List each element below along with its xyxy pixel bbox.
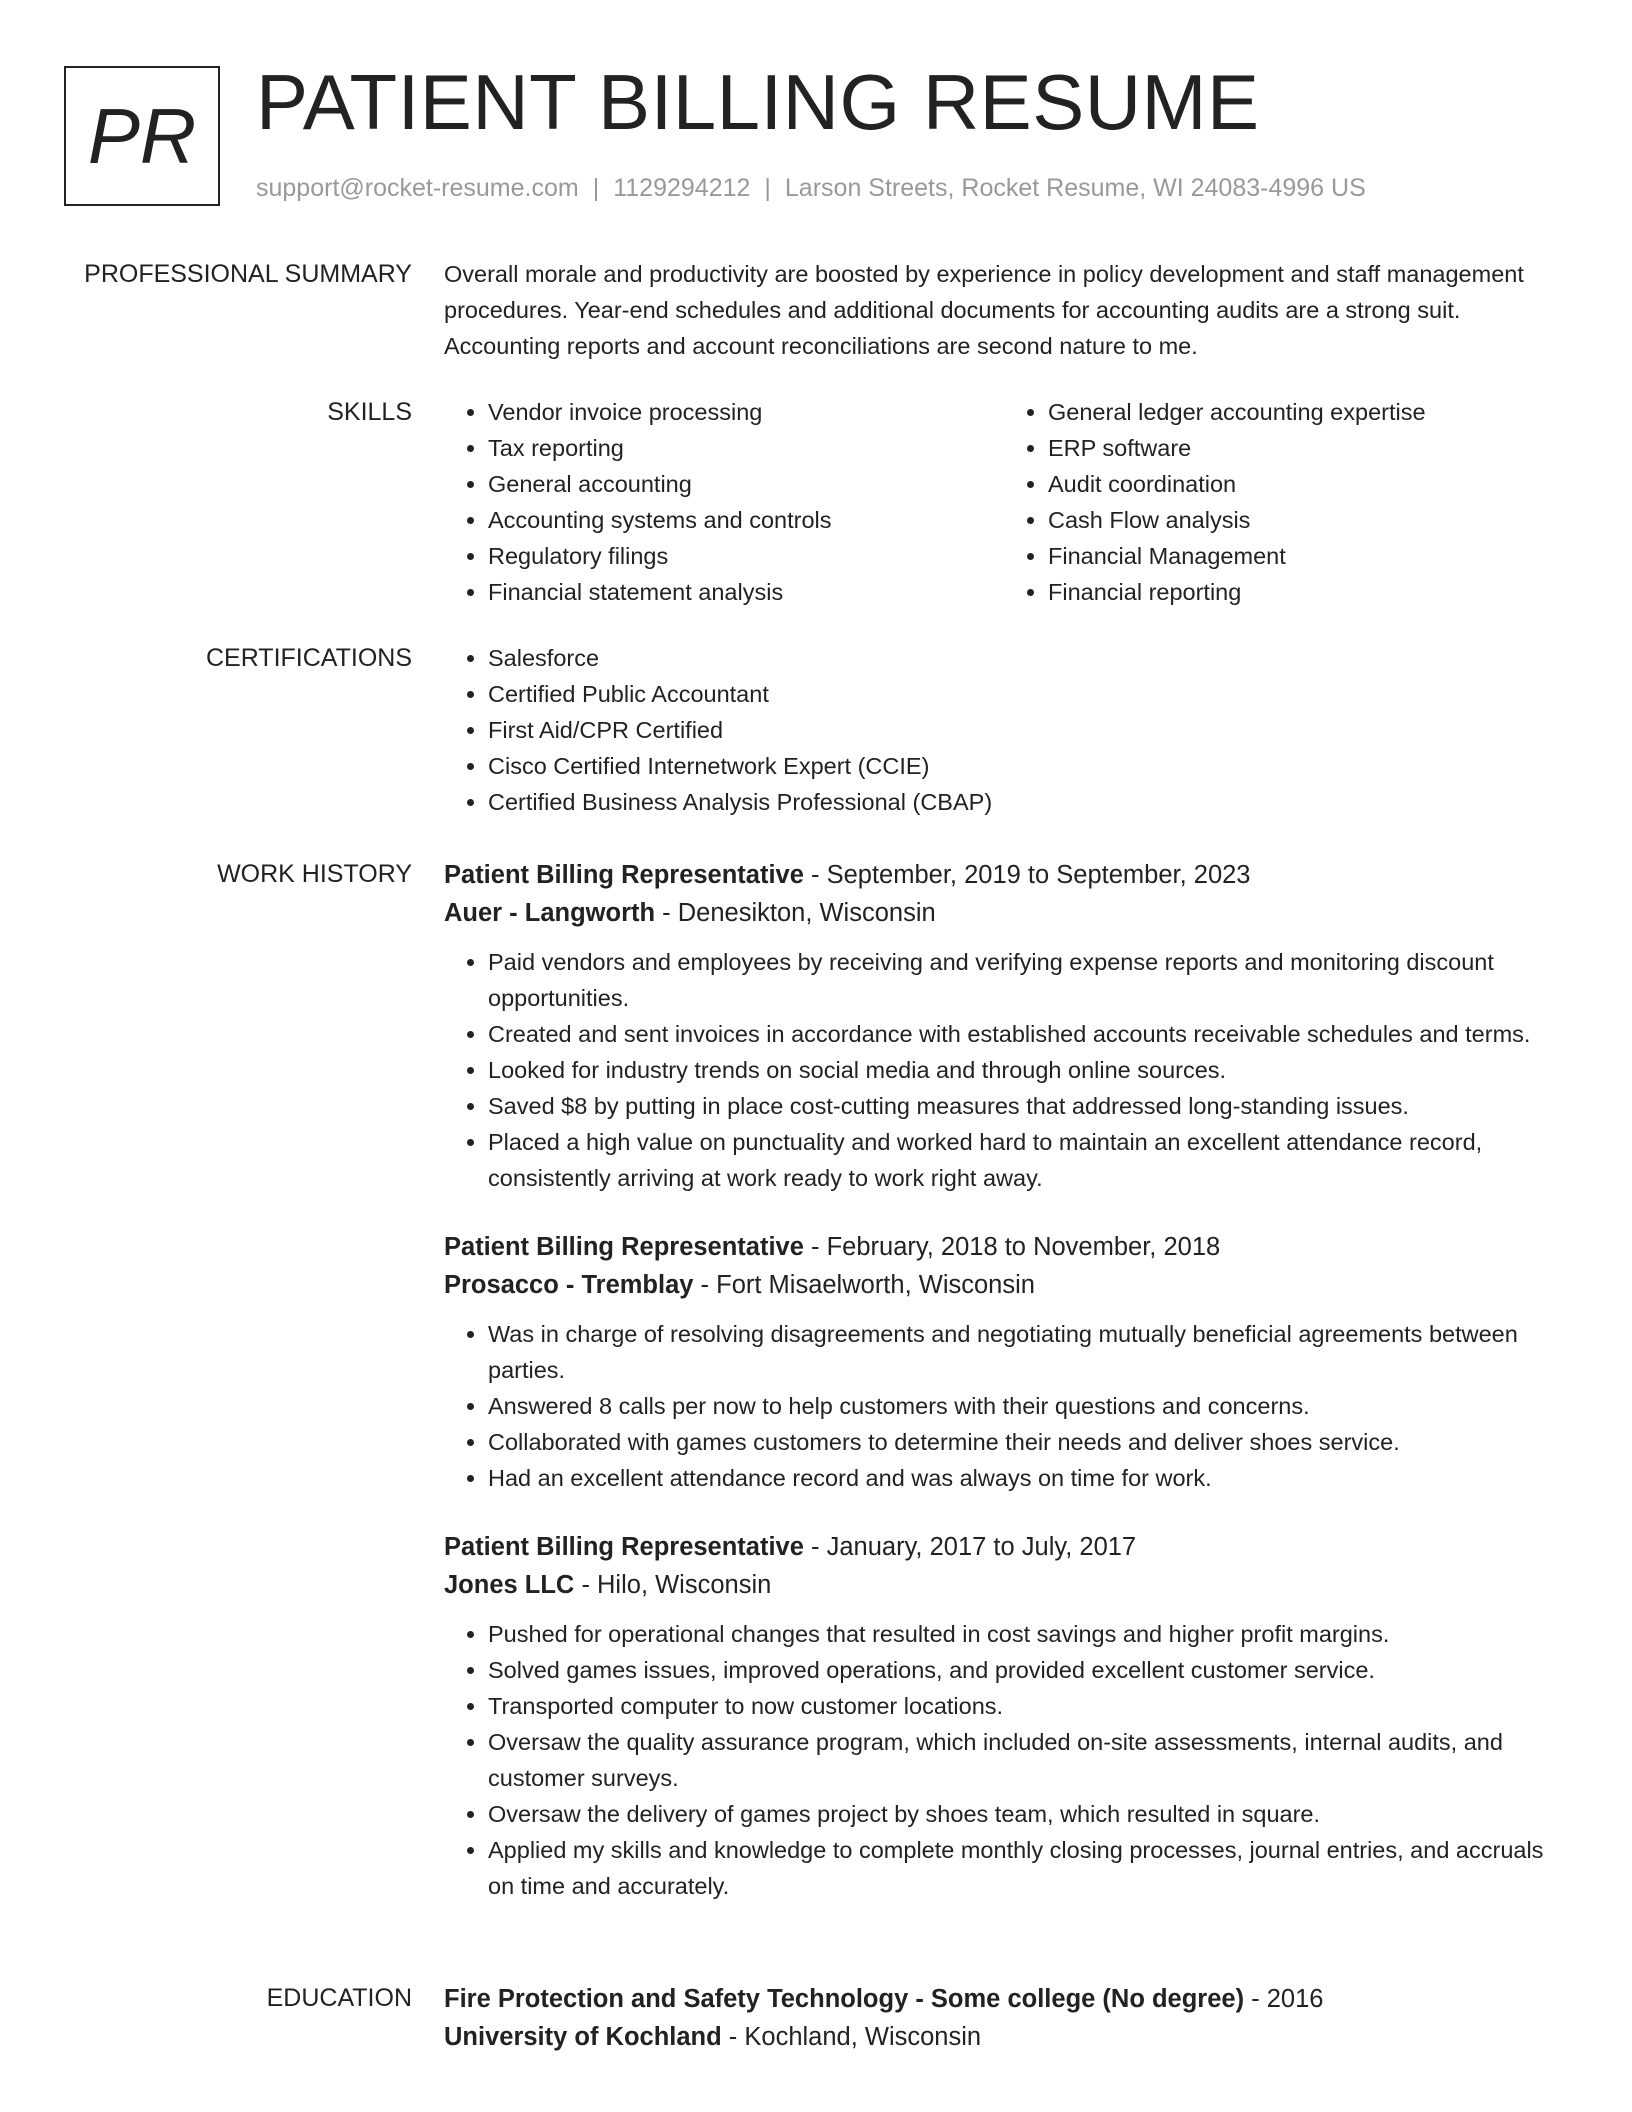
skill-item: • General accounting [488,466,1004,502]
contact-address: Larson Streets, Rocket Resume, WI 24083-4996 US [784,174,1366,202]
job-entry [444,1528,1564,1904]
education-degree: Fire Protection and Safety Technology - Some college (No degree) [444,1985,1245,2013]
contact-phone: 1129294212 [613,174,751,202]
summary-body [444,256,1564,364]
job-title: Patient Billing Representative [444,1533,804,1561]
job-title-line [444,1228,1564,1266]
job-company-line [444,1266,1564,1304]
education-body [444,1980,1564,2056]
job-bullets [444,1316,1564,1496]
job-bullet: • Pushed for operational changes that resulted in cost savings and higher profit margins. [488,1616,1564,1652]
monogram-initials: PR [87,91,197,180]
skill-item: • Vendor invoice processing [488,394,1004,430]
certification-item: • Certified Public Accountant [488,676,1564,712]
skills-list-left [444,394,1004,610]
job-bullet: • Paid vendors and employees by receiving and verifying expense reports and monitoring discount opportunities. [488,944,1564,1016]
job-bullet: • Placed a high value on punctuality and worked hard to maintain an excellent attendance record, consistently arriving at work ready to work right away. [488,1124,1564,1196]
job-entry [444,856,1564,1196]
job-title: Patient Billing Representative [444,1233,804,1261]
job-dates: - January, 2017 to July, 2017 [803,1533,1137,1561]
summary-label: PROFESSIONAL SUMMARY [84,260,412,288]
education-degree-line [444,1980,1564,2018]
skills-body [444,394,1564,610]
skill-item: • Cash Flow analysis [1048,502,1564,538]
education-school-line [444,2018,1564,2056]
job-company: Prosacco - Tremblay [444,1271,694,1299]
job-bullet: • Saved $8 by putting in place cost-cutting measures that addressed long-standing issues. [488,1088,1564,1124]
education-label: EDUCATION [266,1984,412,2012]
job-bullet: • Applied my skills and knowledge to complete monthly closing processes, journal entries, and accruals on time and accurately. [488,1832,1564,1904]
job-location: - Denesikton, Wisconsin [655,899,936,927]
job-bullet: • Created and sent invoices in accordance with established accounts receivable schedules and terms. [488,1016,1564,1052]
skill-item: • Financial reporting [1048,574,1564,610]
job-location: - Fort Misaelworth, Wisconsin [693,1271,1035,1299]
certifications-label: CERTIFICATIONS [205,644,412,672]
job-bullet: • Oversaw the quality assurance program, which included on-site assessments, internal audits, and customer surveys. [488,1724,1564,1796]
skill-item: • Tax reporting [488,430,1004,466]
certification-item: • First Aid/CPR Certified [488,712,1564,748]
education-location: - Kochland, Wisconsin [721,2023,982,2051]
certifications-body [444,640,1564,820]
contact-separator: | [592,174,600,202]
job-company: Jones LLC [444,1571,575,1599]
job-dates: - February, 2018 to November, 2018 [803,1233,1221,1261]
skills-list-right [1004,394,1564,610]
job-bullet: • Looked for industry trends on social media and through online sources. [488,1052,1564,1088]
job-bullet: • Solved games issues, improved operations, and provided excellent customer service. [488,1652,1564,1688]
education-year: - 2016 [1244,1985,1324,2013]
monogram-box [64,66,220,206]
contact-email: support@rocket-resume.com [256,174,579,202]
resume-title: PATIENT BILLING RESUME [256,58,1260,146]
skill-item: • Audit coordination [1048,466,1564,502]
skill-item: • Financial statement analysis [488,574,1004,610]
job-company-line [444,894,1564,932]
job-bullet: • Was in charge of resolving disagreements and negotiating mutually beneficial agreements between parties. [488,1316,1564,1388]
contact-line [256,174,1366,203]
job-bullet: • Had an excellent attendance record and was always on time for work. [488,1460,1564,1496]
job-company: Auer - Langworth [444,899,656,927]
contact-separator: | [764,174,771,202]
skill-item: • Accounting systems and controls [488,502,1004,538]
job-location: - Hilo, Wisconsin [574,1571,772,1599]
job-bullet: • Oversaw the delivery of games project by shoes team, which resulted in square. [488,1796,1564,1832]
work-label: WORK HISTORY [217,860,412,888]
skills-label: SKILLS [327,398,412,426]
skill-item: • Regulatory filings [488,538,1004,574]
work-body [444,856,1564,1904]
job-bullets [444,1616,1564,1904]
job-dates: - September, 2019 to September, 2023 [803,861,1251,889]
job-bullet: • Answered 8 calls per now to help customers with their questions and concerns. [488,1388,1564,1424]
job-bullet: • Transported computer to now customer locations. [488,1688,1564,1724]
job-bullet: • Collaborated with games customers to determine their needs and deliver shoes service. [488,1424,1564,1460]
certification-item: • Certified Business Analysis Professional (CBAP) [488,784,1564,820]
skill-item: • General ledger accounting expertise [1048,394,1564,430]
job-title: Patient Billing Representative [444,861,804,889]
job-title-line [444,1528,1564,1566]
job-entry [444,1228,1564,1496]
job-company-line [444,1566,1564,1604]
certification-item: • Salesforce [488,640,1564,676]
skill-item: • ERP software [1048,430,1564,466]
certification-item: • Cisco Certified Internetwork Expert (CCIE) [488,748,1564,784]
job-bullets [444,944,1564,1196]
education-school: University of Kochland [444,2023,722,2051]
skill-item: • Financial Management [1048,538,1564,574]
job-title-line [444,856,1564,894]
summary-text: Overall morale and productivity are boosted by experience in policy development and staff management procedures. Year-end schedules and additional documents for accounting audits are a strong suit. Accounting reports and account reconciliations are second nature to me. [444,261,1524,359]
certifications-list [444,640,1564,820]
